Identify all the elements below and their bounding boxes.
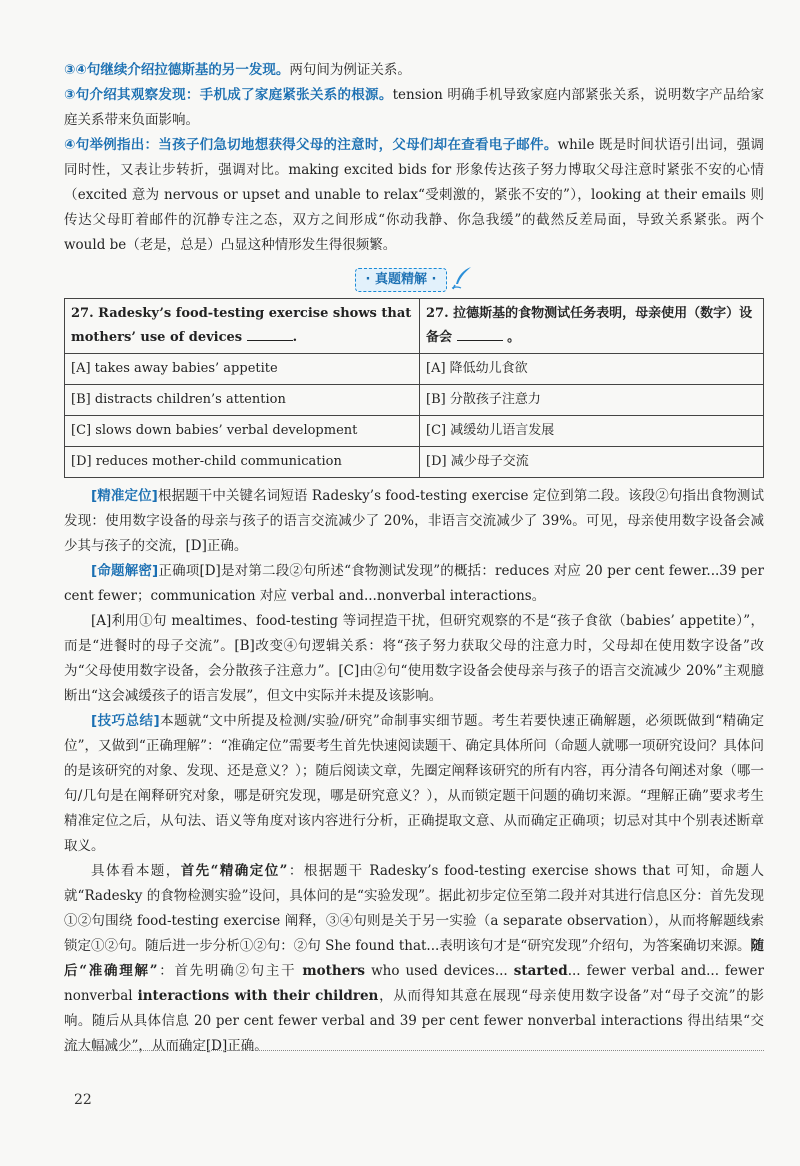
question-stem-en: 27. Radesky’s food-testing exercise shows that mothers’ use of devices .	[65, 299, 420, 354]
question-table	[64, 298, 764, 478]
intro-p3	[64, 133, 764, 258]
final-paragraph: 具体看本题，首先“精确定位”：根据题干 Radesky’s food-testing exercise shows that 可知，命题人就“Radesky 的食物检测实验”设问，具体问的是“实验发现”。据此初步定位至第二段并对其进行信息区分：首先发现①②句围绕 food-testing exercise 阐释，③④句则是关于另一实验（a separate observation），从而将解题线索锁定①②句。随后进一步分析①②句：②句 She found that...表明该句才是“研究发现”介绍句，为答案确切来源。随后“准确理解”：首先明确②句主干 mothers who used devices... started... fewer verbal and... fewer nonverbal interactions with their children，从而得知其意在展现“母亲使用数字设备”对“母子交流”的影响。随后从具体信息 20 per cent fewer verbal and 39 per cent fewer nonverbal interactions 得出结果“交流大幅减少”，从而确定[D]正确。	[64, 863, 765, 1054]
decode-paragraph	[64, 559, 764, 609]
intro-p2-text: tension 明确手机导致家庭内部紧张关系，说明数字产品给家庭关系带来负面影响。	[64, 87, 765, 128]
option-row	[65, 416, 764, 447]
distractor-paragraph: [A]利用①句 mealtimes、food-testing 等词捏造干扰，但研究观察的不是“孩子食欲（babies’ appetite）”，而是“进餐时的母子交流”。[B]改变④句逻辑关系：将“孩子努力获取父母的注意力时，父母却在使用数字设备”改为“父母使用数字设备，会分散孩子注意力”。[C]由②句“使用数字设备会使母亲与孩子的语言交流减少 20%”主观臆断出“这会减缓孩子的语言发展”，但文中实际并未提及该影响。	[64, 613, 764, 704]
locate-text: 根据题干中关键名词短语 Radesky’s food-testing exercise 定位到第二段。该段②句指出食物测试发现：使用数字设备的母亲与孩子的语言交流减少了 20%，非语言交流减少了 39%。可见，母亲使用数字设备会减少其与孩子的交流，[D]正确。	[64, 488, 764, 554]
question-stem-row	[65, 299, 764, 354]
intro-p1-text: 两句间为例证关系。	[289, 62, 411, 78]
skill-tag: [技巧总结]	[91, 713, 160, 729]
option-a-cn: [A] 降低幼儿食欲	[420, 354, 764, 385]
intro-p3-lead: ④句举例指出：当孩子们急切地想获得父母的注意时，父母们却在查看电子邮件。	[64, 137, 558, 153]
intro-p2	[64, 83, 764, 133]
decode-tag: [命题解密]	[91, 563, 159, 579]
option-b-en: [B] distracts children’s attention	[65, 385, 420, 416]
skill-text: 本题就“文中所提及检测/实验/研究”命制事实细节题。考生若要快速正确解题，必须既做到“精确定位”，又做到“正确理解”：“准确定位”需要考生首先快速阅读题干、确定具体所问（命题人就哪一项研究设问？具体问的是该研究的对象、发现、还是意义？）；随后阅读文章，先圈定阐释该研究的所有内容，再分清各句阐述对象（哪一句/几句是在阐释研究对象，哪是研究发现，哪是研究意义？），从而锁定题干问题的确切来源。“理解正确”要求考生精准定位之后，从句法、语义等角度对该内容进行分析，正确提取文意、从而确定正确项；切忌对其中个别表述断章取义。	[64, 713, 764, 854]
final-emphasis-1: 首先“精确定位”	[180, 863, 288, 879]
option-d-en: [D] reduces mother-child communication	[65, 447, 420, 478]
skill-paragraph	[64, 709, 764, 859]
section-heading	[64, 266, 764, 292]
final-emphasis-2: 随后“准确理解”	[64, 938, 764, 979]
footer-divider	[64, 1050, 764, 1051]
section-badge: · 真题精解 ·	[355, 268, 448, 292]
intro-p1	[64, 58, 764, 83]
locate-paragraph	[64, 484, 764, 559]
page-number: 22	[74, 1092, 92, 1108]
final-emphasis-3: mothers	[302, 963, 366, 979]
intro-p1-lead: ③④句继续介绍拉德斯基的另一发现。	[64, 62, 290, 78]
option-b-cn: [B] 分散孩子注意力	[420, 385, 764, 416]
final-emphasis-5: interactions with their children	[137, 988, 379, 1004]
locate-tag: [精准定位]	[91, 488, 158, 504]
decode-text: 正确项[D]是对第二段②句所述“食物测试发现”的概括：reduces 对应 20 per cent fewer...39 per cent fewer；communication 对应 verbal and...nonverbal interactions。	[64, 563, 765, 604]
option-row	[65, 385, 764, 416]
option-c-en: [C] slows down babies’ verbal development	[65, 416, 420, 447]
page-content	[64, 58, 764, 1059]
option-row	[65, 447, 764, 478]
quill-icon	[451, 266, 473, 294]
answer-blank-cn	[457, 326, 503, 341]
option-a-en: [A] takes away babies’ appetite	[65, 354, 420, 385]
option-c-cn: [C] 减缓幼儿语言发展	[420, 416, 764, 447]
option-row	[65, 354, 764, 385]
answer-blank	[247, 326, 293, 341]
intro-p2-lead: ③句介绍其观察发现：手机成了家庭紧张关系的根源。	[64, 87, 393, 103]
question-stem-cn: 27. 拉德斯基的食物测试任务表明，母亲使用（数字）设备会 。	[420, 299, 764, 354]
final-emphasis-4: started	[513, 963, 568, 979]
option-d-cn: [D] 减少母子交流	[420, 447, 764, 478]
intro-p3-text: while 既是时间状语引出词，强调同时性，又表让步转折，强调对比。making excited bids for 形象传达孩子努力博取父母注意时紧张不安的心情（excited 意为 nervous or upset and unable to relax“受刺激的，紧张不安的”），looking at their emails 则传达父母盯着邮件的沉静专注之态，双方之间形成“你动我静、你急我缓”的截然反差局面，导致关系紧张。两个 would be（老是，总是）凸显这种情形发生得很频繁。	[64, 137, 764, 253]
